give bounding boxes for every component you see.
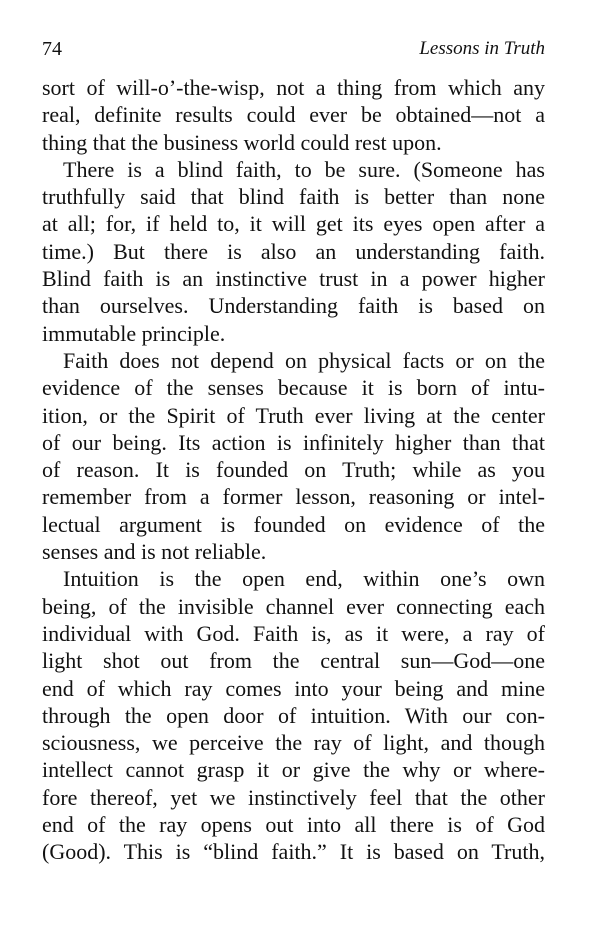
- text-line: of reason. It is founded on Truth; while as you: [42, 457, 545, 483]
- text-line: evidence of the senses because it is born of intu-: [42, 375, 545, 401]
- text-line: being, of the invisible channel ever connecting each: [42, 593, 545, 619]
- text-line: senses and is not reliable.: [42, 539, 267, 565]
- text-line: Intuition is the open end, within one’s own: [63, 566, 545, 592]
- text-line: individual with God. Faith is, as it were, a ray of: [42, 620, 545, 646]
- text-line: intellect cannot grasp it or give the why or where-: [42, 757, 545, 783]
- paragraph: [42, 74, 545, 156]
- page-header: [42, 38, 545, 64]
- text-line: of our being. Its action is infinitely higher than that: [42, 429, 545, 455]
- text-line: time.) But there is also an understanding faith.: [42, 238, 545, 264]
- text-line: Faith does not depend on physical facts or on the: [63, 347, 545, 373]
- text-line: sciousness, we perceive the ray of light, and though: [42, 730, 545, 756]
- text-line: through the open door of intuition. With our con-: [42, 702, 545, 728]
- text-line: thing that the business world could rest upon.: [42, 129, 442, 155]
- text-line: sort of will-o’-the-wisp, not a thing from which any: [42, 75, 545, 100]
- paragraph: [42, 565, 545, 865]
- text-line: real, definite results could ever be obtained—not a: [42, 102, 545, 128]
- text-line: fore thereof, yet we instinctively feel that the other: [42, 784, 545, 810]
- paragraph: [42, 156, 545, 347]
- paragraph: [42, 347, 545, 565]
- text-line: (Good). This is “blind faith.” It is based on Truth,: [42, 839, 545, 865]
- text-line: There is a blind faith, to be sure. (Someone has: [63, 156, 545, 182]
- text-line: at all; for, if held to, it will get its eyes open after a: [42, 211, 545, 237]
- text-line: end of which ray comes into your being and mine: [42, 675, 545, 701]
- text-line: lectual argument is founded on evidence of the: [42, 511, 545, 537]
- text-line: immutable principle.: [42, 320, 226, 346]
- text-line: than ourselves. Understanding faith is based on: [42, 293, 545, 319]
- text-line: remember from a former lesson, reasoning or intel-: [42, 484, 545, 510]
- text-line: ition, or the Spirit of Truth ever living at the center: [42, 402, 545, 428]
- page-number: 74: [42, 38, 62, 60]
- text-line: Blind faith is an instinctive trust in a power higher: [42, 266, 545, 292]
- text-line: light shot out from the central sun—God—one: [42, 648, 545, 674]
- body-text: [42, 74, 545, 866]
- text-line: truthfully said that blind faith is better than none: [42, 184, 545, 210]
- running-title: Lessons in Truth: [419, 38, 545, 59]
- text-line: end of the ray opens out into all there is of God: [42, 812, 545, 838]
